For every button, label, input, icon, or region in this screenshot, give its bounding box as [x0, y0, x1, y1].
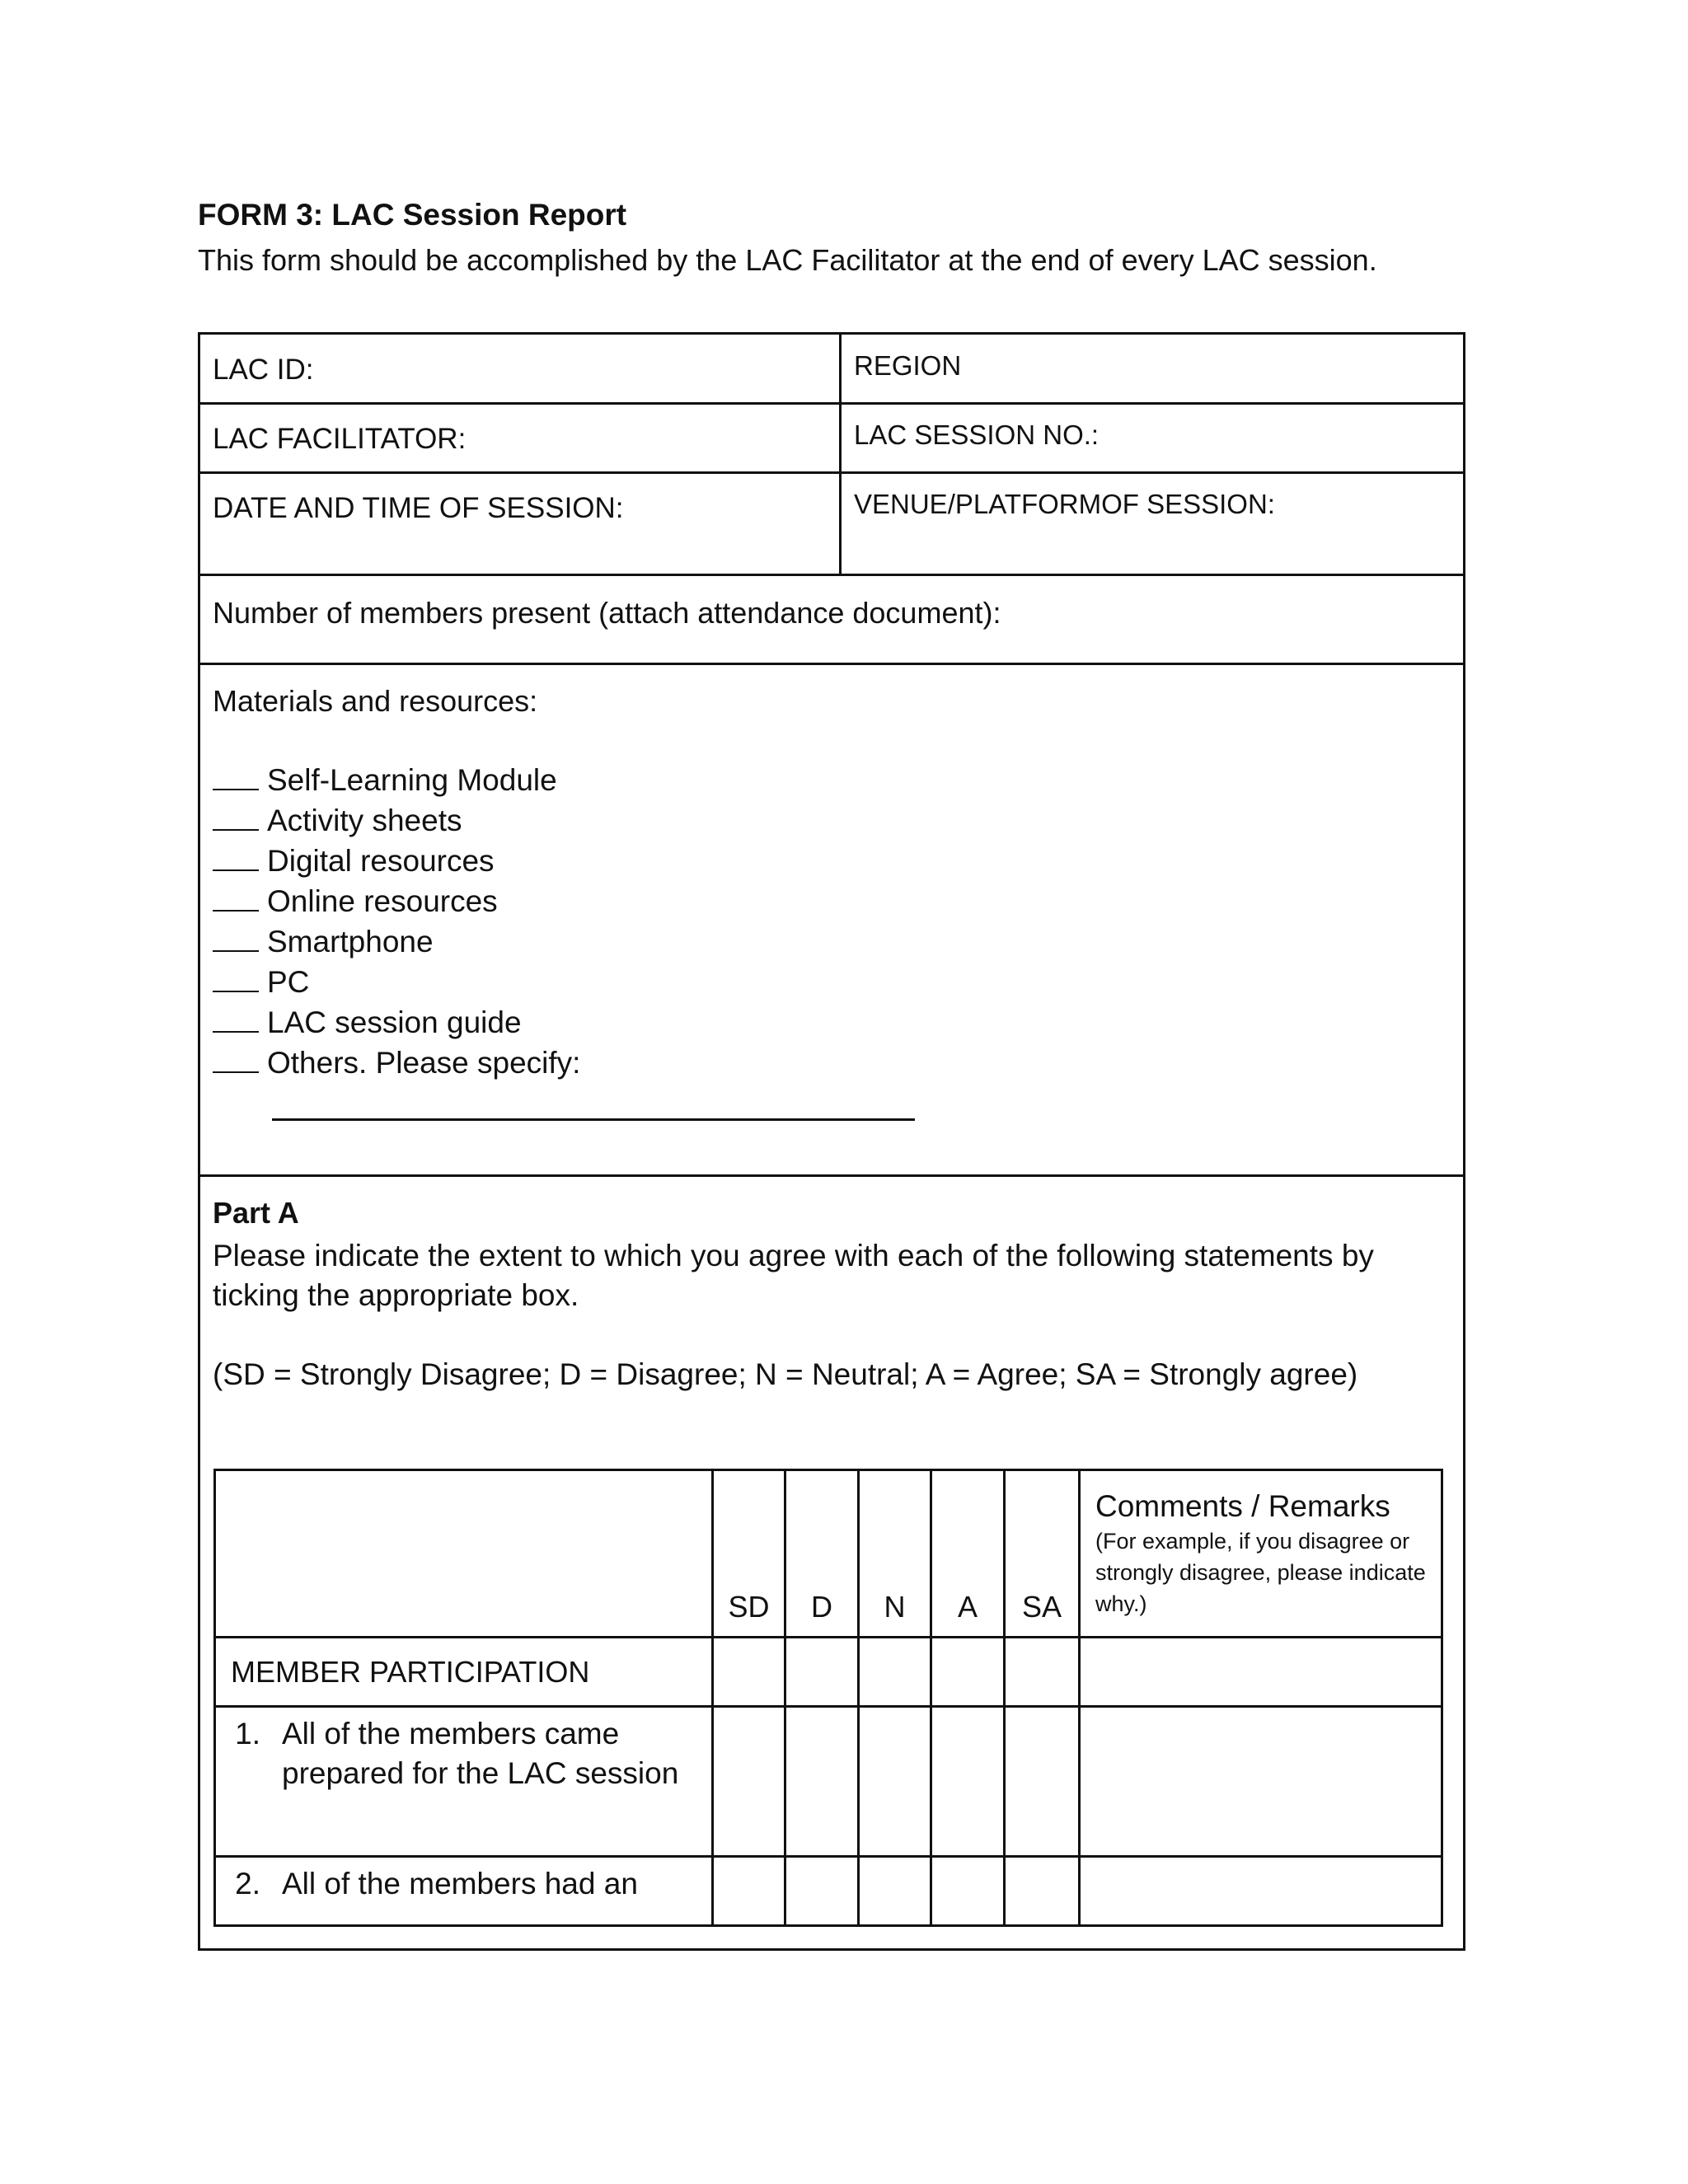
row-divider: [198, 574, 1465, 576]
list-item[interactable]: Digital resources: [213, 841, 580, 881]
list-item[interactable]: Others. Please specify:: [213, 1043, 580, 1083]
rating-cell[interactable]: [1005, 1857, 1080, 1926]
section-member-participation: MEMBER PARTICIPATION: [215, 1638, 713, 1707]
rating-cell[interactable]: [785, 1857, 859, 1926]
rating-cell[interactable]: [785, 1707, 859, 1857]
facilitator-field[interactable]: LAC FACILITATOR:: [213, 423, 467, 455]
checkbox-blank[interactable]: [213, 845, 259, 871]
scale-a-header: A: [931, 1470, 1005, 1638]
item-text: All of the members came prepared for the LAC session: [282, 1717, 679, 1790]
rating-table: [213, 1469, 1443, 1927]
statement-cell: [215, 1857, 713, 1926]
scale-sa-header: SA: [1005, 1470, 1080, 1638]
rating-cell[interactable]: [713, 1707, 785, 1857]
checkbox-blank[interactable]: [213, 804, 259, 831]
table-row: [215, 1857, 1442, 1926]
region-field[interactable]: REGION: [854, 350, 962, 381]
row-divider: [198, 663, 1465, 665]
item-text: All of the members had an: [282, 1867, 638, 1900]
checkbox-blank[interactable]: [213, 1047, 259, 1073]
scale-legend: (SD = Strongly Disagree; D = Disagree; N = Neutral; A = Agree; SA = Strongly agree): [213, 1357, 1358, 1391]
table-row: [215, 1707, 1442, 1857]
item-number: 2.: [235, 1867, 260, 1900]
row-divider: [198, 402, 1465, 405]
rating-cell[interactable]: [931, 1707, 1005, 1857]
rating-cell[interactable]: [931, 1857, 1005, 1926]
rating-cell[interactable]: [1005, 1707, 1080, 1857]
item-number: 1.: [235, 1717, 260, 1750]
table-row: [215, 1638, 1442, 1707]
comments-note: (For example, if you disagree or strongly disagree, please indicate why.): [1095, 1529, 1426, 1616]
comments-cell[interactable]: [1080, 1638, 1442, 1707]
form-title: FORM 3: LAC Session Report: [198, 198, 627, 232]
session-no-field[interactable]: LAC SESSION NO.:: [854, 419, 1100, 450]
rating-cell[interactable]: [1005, 1638, 1080, 1707]
list-item[interactable]: Smartphone: [213, 921, 580, 962]
form-subtitle: This form should be accomplished by the LAC Facilitator at the end of every LAC session.: [198, 243, 1377, 277]
rating-cell[interactable]: [713, 1638, 785, 1707]
scale-n-header: N: [859, 1470, 931, 1638]
part-a-instruction: Please indicate the extent to which you agree with each of the following statements by ticking the appropriate box.: [213, 1239, 1374, 1312]
date-time-field[interactable]: DATE AND TIME OF SESSION:: [213, 492, 624, 524]
comments-cell[interactable]: [1080, 1857, 1442, 1926]
comments-cell[interactable]: [1080, 1707, 1442, 1857]
rating-cell[interactable]: [713, 1857, 785, 1926]
members-present-field[interactable]: Number of members present (attach attendance document):: [213, 596, 1001, 630]
list-item[interactable]: Online resources: [213, 881, 580, 921]
rating-cell[interactable]: [859, 1857, 931, 1926]
table-header-row: [215, 1470, 1442, 1638]
scale-sd-header: SD: [713, 1470, 785, 1638]
rating-cell[interactable]: [785, 1638, 859, 1707]
checkbox-blank[interactable]: [213, 1006, 259, 1033]
statement-cell: [215, 1707, 713, 1857]
materials-heading: Materials and resources:: [213, 684, 538, 718]
row-divider: [198, 471, 1465, 474]
part-a-title: Part A: [213, 1196, 299, 1230]
statement-header: [215, 1470, 713, 1638]
comments-header: [1080, 1470, 1442, 1638]
lac-id-field[interactable]: LAC ID:: [213, 354, 314, 386]
rating-cell[interactable]: [931, 1638, 1005, 1707]
rating-cell[interactable]: [859, 1707, 931, 1857]
checkbox-blank[interactable]: [213, 764, 259, 790]
checkbox-blank[interactable]: [213, 926, 259, 952]
list-item[interactable]: Self-Learning Module: [213, 760, 580, 800]
row-divider: [198, 1174, 1465, 1177]
column-divider: [839, 332, 842, 576]
rating-cell[interactable]: [859, 1638, 931, 1707]
scale-d-header: D: [785, 1470, 859, 1638]
checkbox-blank[interactable]: [213, 885, 259, 912]
list-item[interactable]: PC: [213, 962, 580, 1002]
list-item[interactable]: LAC session guide: [213, 1002, 580, 1043]
others-specify-line[interactable]: [272, 1118, 915, 1121]
venue-field[interactable]: VENUE/PLATFORMOF SESSION:: [854, 489, 1275, 519]
list-item[interactable]: Activity sheets: [213, 800, 580, 841]
checkbox-blank[interactable]: [213, 966, 259, 992]
materials-list: [213, 760, 580, 1083]
comments-title: Comments / Remarks: [1095, 1489, 1390, 1523]
